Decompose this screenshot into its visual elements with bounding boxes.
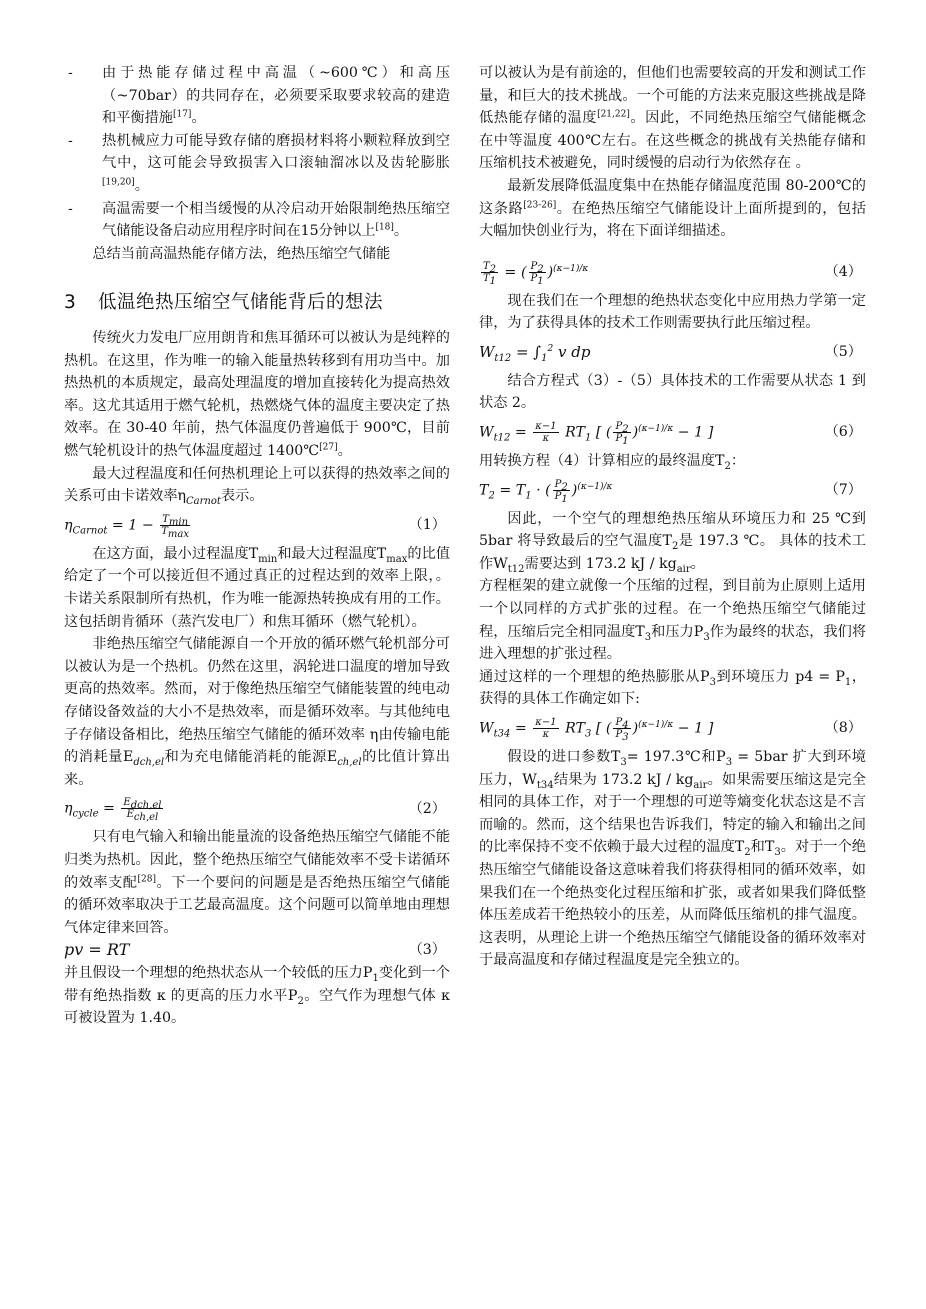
equation-2: $\eta_{cycle}$ = $\frac{E_{dch,el}}{E_{ch,el}}$ （2） (64, 797, 446, 824)
paragraph: 现在我们在一个理想的绝热状态变化中应用热力学第一定律，为了获得具体的技术工作则需要执行此压缩过程。 (479, 292, 866, 332)
paragraph: 可以被认为是有前途的，但他们也需要较高的开发和测试工作量，和巨大的技术挑战。一个可能的方法来克服这些挑战是降低热能存储的温度[21,22]。因此，不同绝热压缩空气储能概念在中等温度 400℃左右。在这些概念的挑战有关热能存储和压缩机技术被避免，同时缓慢的启动行为依然存在 。 (479, 65, 866, 172)
paragraph: 传统火力发电厂应用朗肯和焦耳循环可以被认为是纯粹的热机。在这里，作为唯一的输入能量热转移到有用功当中。加热热机的本质规定，最高处理温度的增加直接转化为提高热效率。这尤其适用于燃气轮机，热燃烧气体的温度主要决定了热效率。在 30-40 年前，热气体温度仍普遍低于 900℃，目前燃气轮机设计的热气体温度超过 1400℃[27]。 (64, 329, 450, 459)
bullet-item: - 由于热能存储过程中高温（~600℃）和高压（~70bar）的共同存在，必须要采取要求较高的建造和平衡措施[17]。 (68, 65, 450, 127)
paragraph: 通过这样的一个理想的绝热膨胀从$P_3$到环境压力 $p4 = P_1$，获得的具体工作确定如下: (479, 668, 866, 708)
paragraph: 最大过程温度和任何热机理论上可以获得的热效率之间的关系可由卡诺效率$\eta_{Carnot}$表示。 (64, 465, 450, 507)
bullet-item: - 热机械应力可能导致存储的磨损材料将小颗粒释放到空气中，这可能会导致损害入口滚轴溜冰以及齿轮膨胀[19,20]。 (68, 132, 450, 194)
paragraph: 总结当前高温热能存储方法，绝热压缩空气储能 (92, 245, 391, 262)
equation-4: $\frac{T_2}{T_1}$ = ( $\frac{P_2}{P_1}$ )$^{(\kappa-1)/\kappa}$ （4） (483, 260, 862, 287)
paragraph: 非绝热压缩空气储能源自一个开放的循环燃气轮机部分可以被认为是一个热机。仍然在这里，涡轮进口温度的增加导致更高的热效率。然而，对于像绝热压缩空气储能装置的纯电动存储设备效益的大小不是热效率，而是循环效率。与其他纯电子存储设备相比，绝热压缩空气储能的循环效率 η由传输电能的消耗量$E_{dch,el}$和为充电储能消耗的能源$E_{ch,el}$的比值计算出来。 (64, 636, 450, 788)
equation-5: $W_{t12} = \int_1^2$ v dp （5） (479, 343, 862, 365)
equation-7: $T_2 = T_1$ · ( $\frac{P_2}{P_1}$ )$^{(\kappa-1)/\kappa}$ （7） (479, 478, 862, 505)
bullet-item: - 高温需要一个相当缓慢的从冷启动开始限制绝热压缩空气储能设备启动应用程序时间在15分钟以上[18]。 (68, 200, 450, 240)
paragraph: 用转换方程（4）计算相应的最终温度$T_2$： (479, 452, 746, 472)
paragraph: 在这方面，最小过程温度$T_{min}$和最大过程温度$T_{max}$的比值给定了一个可以接近但不通过真正的过程达到的效率上限，。卡诺关系限制所有热机，作为唯一能源热转换成有用的工作。这包括朗肯循环（蒸汽发电厂）和焦耳循环（燃气轮机）。 (64, 545, 450, 630)
paragraph: 因此，一个空气的理想绝热压缩从环境压力和 25 ℃到 5bar 将导致最后的空气温度$T_2$是 197.3 ℃。 具体的技术工作$W_{t12}$需要达到 173.2 kJ / $kg_{air}$。 (479, 510, 866, 575)
paragraph: 假设的进口参数$T_3=$ 197.3℃和$P_3 = 5bar$ 扩大到环境压力，$W_{t34}$结果为 173.2 kJ / $kg_{air}$。如果需要压缩这是完全相同的具体工作，对于一个理想的可逆等熵变化状态这是不言而喻的。然而，这个结果也告诉我们，特定的输入和输出之间的比率保持不变不依赖于最大过程的温度$T_2$和$T_3$。对于一个绝热压缩空气储能设备这意味着我们将获得相同的循环效率，如果我们在一个绝热变化过程压缩和扩张，或者如果我们降低整体压差成若干绝热较小的压差，从而降低压缩机的排气温度。这表明，从理论上讲一个绝热压缩空气储能设备的循环效率对于最高温度和存储过程温度是完全独立的。 (479, 749, 866, 969)
equation-6: $W_{t12}$ = $\frac{\kappa-1}{\kappa}$ $RT_1$ [ ( $\frac{P_2}{P_1}$ )$^{(\kappa-1)/\kappa}$ − 1 ] （6） (479, 420, 862, 447)
equation-3: pv = RT （3） (64, 940, 446, 960)
paragraph: 并且假设一个理想的绝热状态从一个较低的压力$P_1$变化到一个带有绝热指数 κ 的更高的压力水平$P_2$。空气作为理想气体 κ 可被设置为 1.40。 (64, 964, 450, 1027)
paragraph: 结合方程式（3）-（5）具体技术的工作需要从状态 1 到状态 2。 (479, 372, 866, 412)
paragraph: 最新发展降低温度集中在热能存储温度范围 80-200℃的这条路[23-26]。在绝热压缩空气储能设计上面所提到的，包括大幅加快创业行为，将在下面详细描述。 (479, 177, 866, 240)
left-column (64, 62, 450, 1030)
paragraph: 只有电气输入和输出能量流的设备绝热压缩空气储能不能归类为热机。因此，整个绝热压缩空气储能效率不受卡诺循环的效率支配[28]。下一个要问的问题是是否绝热压缩空气储能的循环效率取决于工艺最高温度。这个问题可以简单地由理想气体定律来回答。 (64, 829, 450, 936)
equation-1: $\eta_{Carnot} = 1$ − $\frac{T_{min}}{T_{max}}$ （1） (64, 513, 446, 540)
right-column (479, 62, 866, 972)
paragraph: 方程框架的建立就像一个压缩的过程，到目前为止原则上适用一个以同样的方式扩张的过程。在一个绝热压缩空气储能过程，压缩后完全相同温度$T_3$和压力$P_3$作为最终的状态，我们将进入理想的扩张过程。 (479, 578, 867, 663)
equation-8: $W_{t34}$ = $\frac{\kappa-1}{\kappa}$ $RT_3$ [ ( $\frac{P_4}{P_3}$ )$^{(\kappa-1)/\kappa}$ − 1 ] （8） (479, 716, 862, 743)
section-heading: 3 低温绝热压缩空气储能背后的想法 (64, 292, 384, 314)
